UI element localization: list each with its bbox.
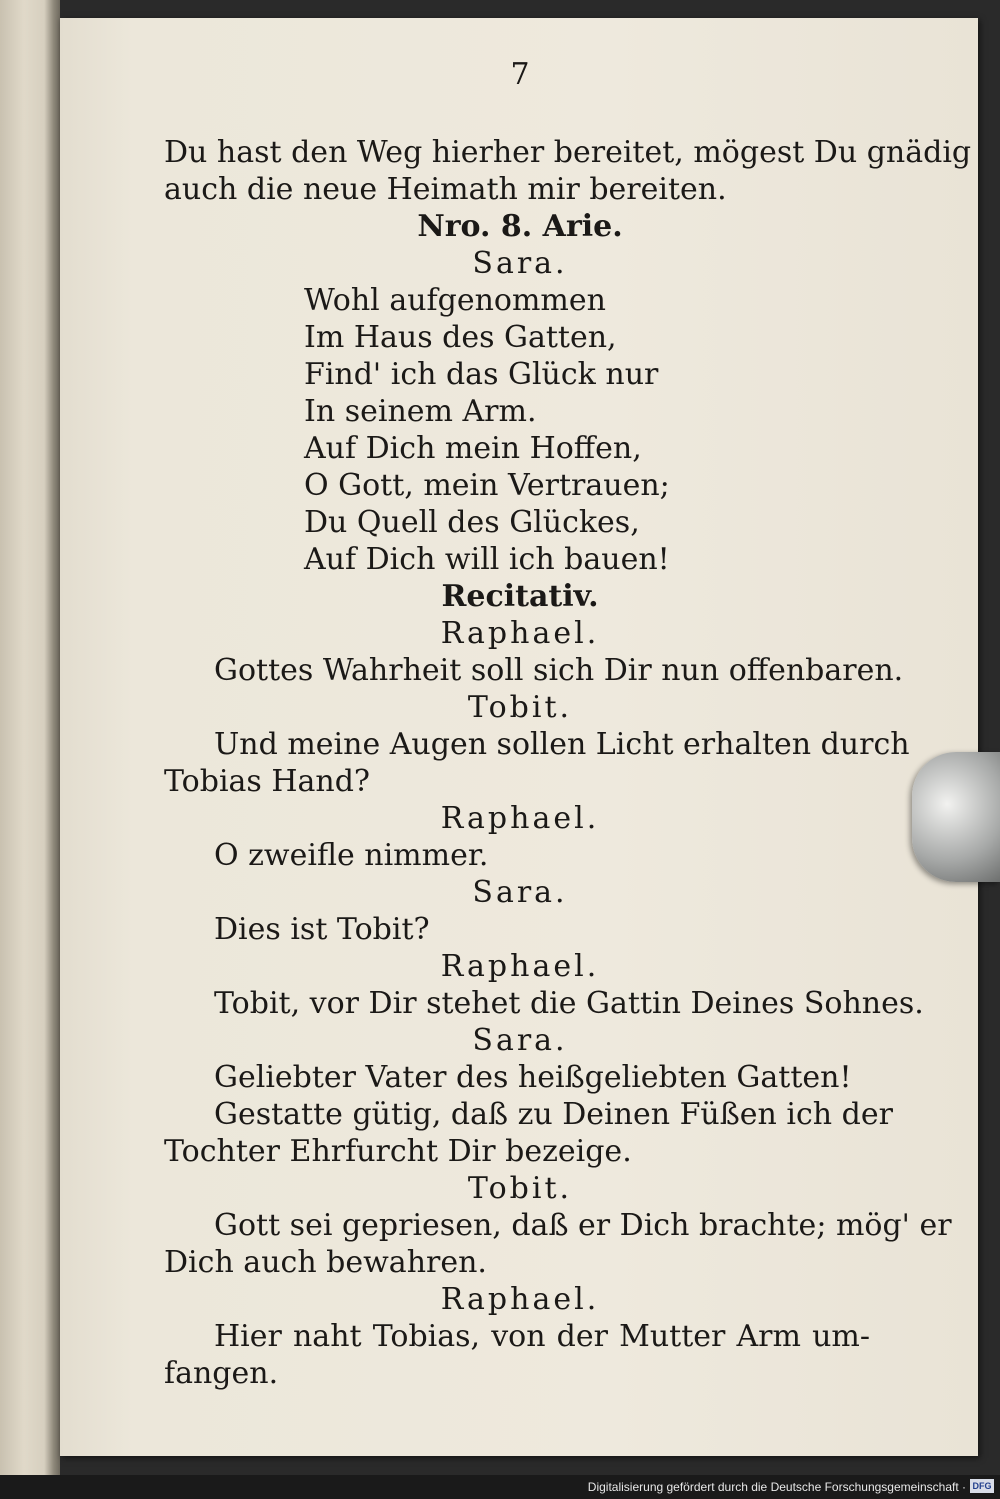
text-line: Du hast den Weg hierher bereitet, mögest Du gnädig [164,135,972,170]
funding-credit: Digitalisierung gefördert durch die Deutsche Forschungsgemeinschaft · [587,1480,966,1494]
verse-line: Auf Dich will ich bauen! [304,542,670,577]
speaker-name: Raphael. [440,949,600,984]
text-line: auch die neue Heimath mir bereiten. [164,172,727,207]
text-line: Dich auch bewahren. [164,1245,487,1280]
section-heading: Nro. 8. Arie. [417,209,623,244]
dfg-logo: DFG [970,1479,994,1493]
verse-line: Auf Dich mein Hoffen, [304,431,642,466]
section-heading: Recitativ. [441,579,599,614]
page-number: 7 [510,57,530,92]
speaker-name: Raphael. [440,801,600,836]
text-line: Tochter Ehrfurcht Dir bezeige. [164,1134,632,1169]
speaker-name: Sara. [472,1023,568,1058]
verse-line: Wohl aufgenommen [304,283,606,318]
text-line: Geliebter Vater des heißgeliebten Gatten! [214,1060,852,1095]
text-line: Hier naht Tobias, von der Mutter Arm um- [214,1319,870,1354]
book-page [60,18,978,1456]
book-gutter [44,0,60,1475]
text-line: Tobit, vor Dir stehet die Gattin Deines Sohnes. [214,986,924,1021]
text-line: Tobias Hand? [164,764,371,799]
speaker-name: Sara. [472,875,568,910]
verse-line: In seinem Arm. [304,394,537,429]
text-line: Gestatte gütig, daß zu Deinen Füßen ich der [214,1097,893,1132]
verse-line: Du Quell des Glückes, [304,505,640,540]
verse-line: O Gott, mein Vertrauen; [304,468,670,503]
text-line: Und meine Augen sollen Licht erhalten durch [214,727,910,762]
text-line: Gottes Wahrheit soll sich Dir nun offenbaren. [214,653,904,688]
text-line: O zweifle nimmer. [214,838,489,873]
verse-line: Find' ich das Glück nur [304,357,659,392]
speaker-name: Tobit. [467,690,573,725]
speaker-name: Tobit. [467,1171,573,1206]
text-line: fangen. [164,1356,279,1391]
verse-line: Im Haus des Gatten, [304,320,617,355]
text-line: Gott sei gepriesen, daß er Dich brachte; mög' er [214,1208,952,1243]
speaker-name: Raphael. [440,1282,600,1317]
speaker-name: Raphael. [440,616,600,651]
page-clip [912,752,1000,882]
speaker-name: Sara. [472,246,568,281]
text-line: Dies ist Tobit? [214,912,430,947]
